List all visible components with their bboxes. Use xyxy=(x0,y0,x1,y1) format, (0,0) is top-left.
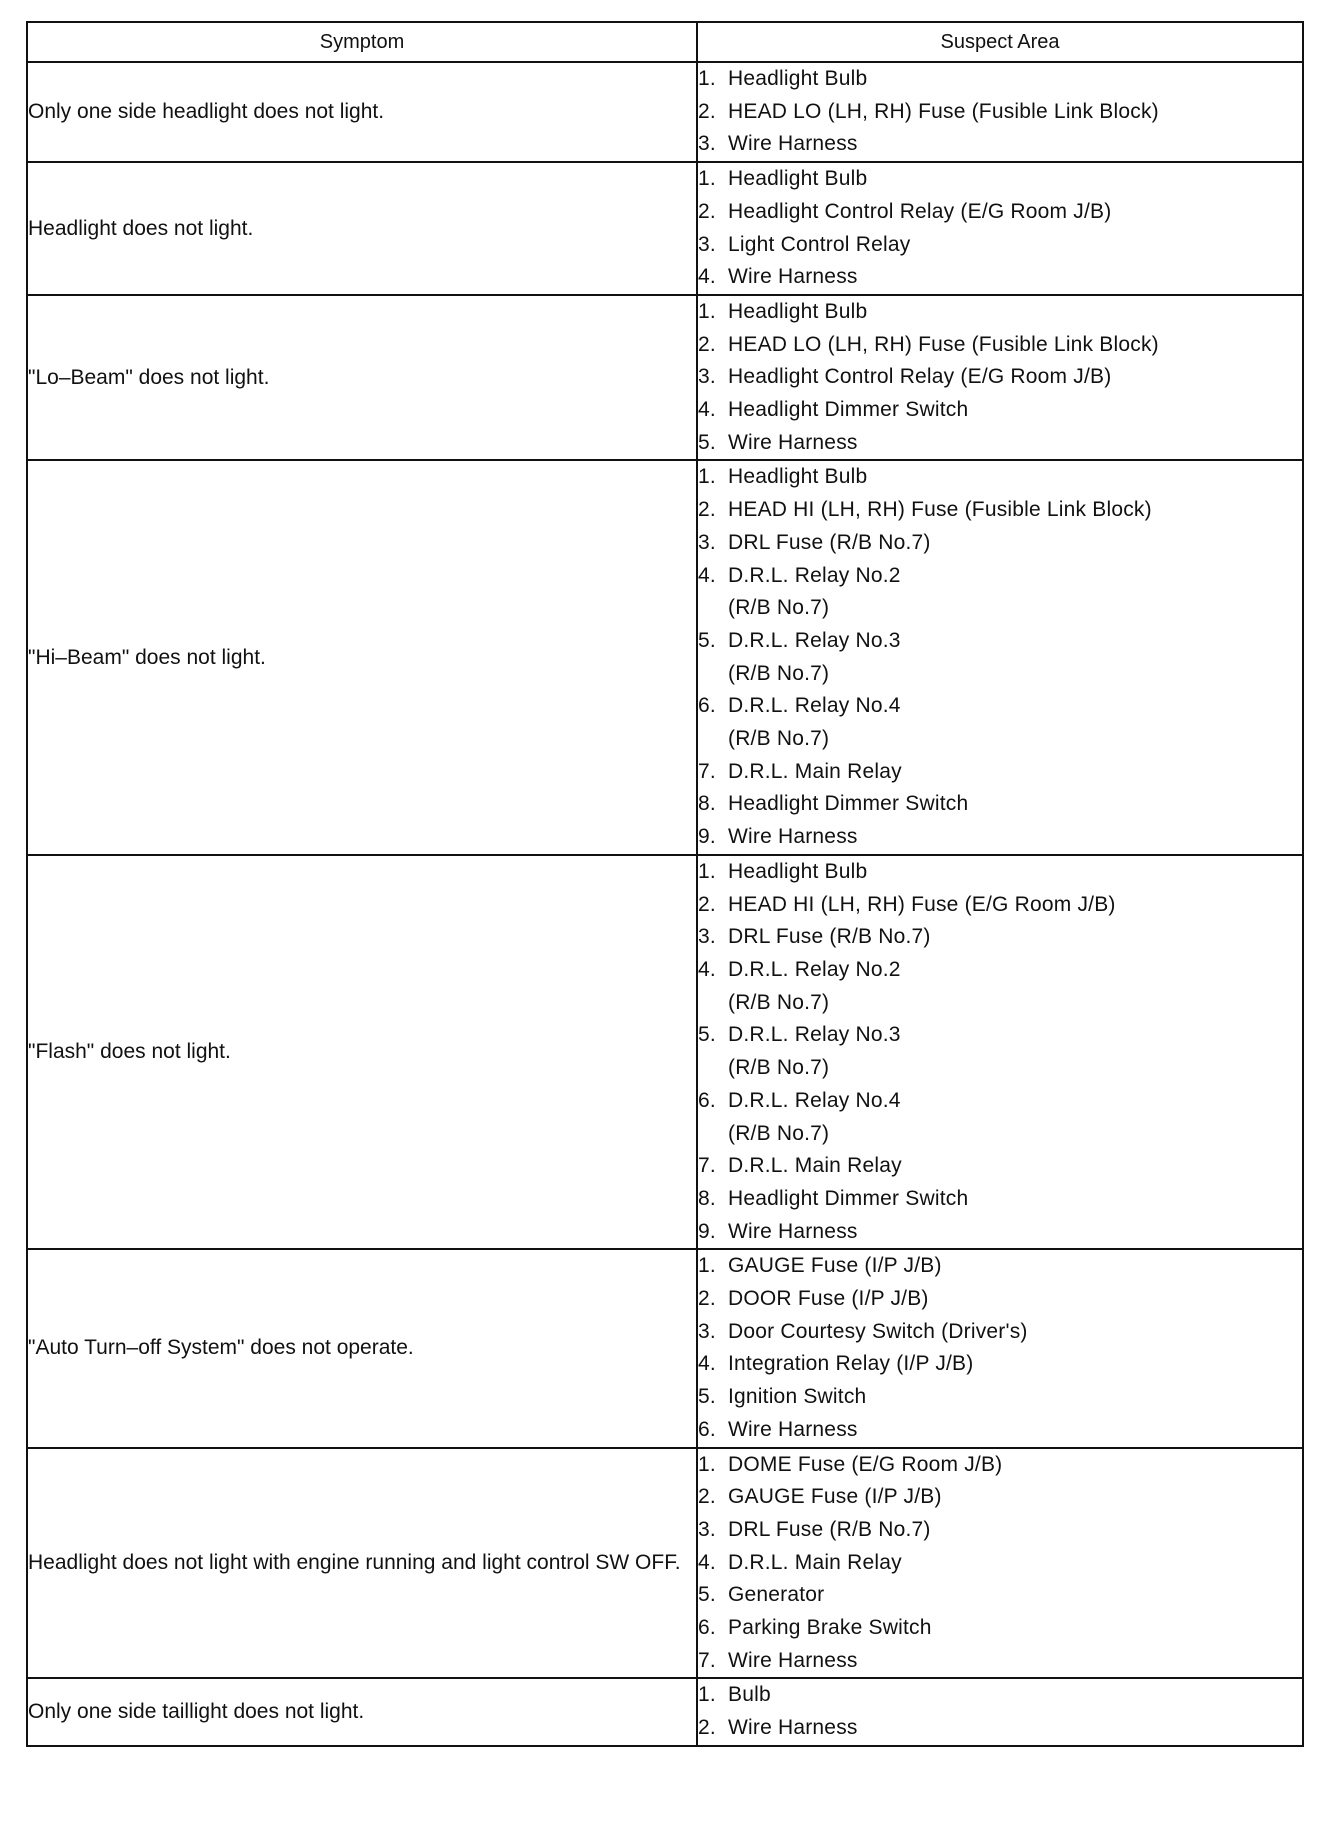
suspect-item-label: Headlight Bulb xyxy=(728,167,868,191)
suspect-item-number: 5. xyxy=(698,1023,716,1047)
suspect-item-label: Light Control Relay xyxy=(728,232,911,256)
suspect-list xyxy=(698,1449,1302,1678)
suspect-item-label: Door Courtesy Switch (Driver's) xyxy=(728,1319,1028,1343)
suspect-item-number: 1. xyxy=(698,67,716,90)
suspect-list-item xyxy=(698,560,1302,625)
suspect-item-text xyxy=(728,461,1302,494)
suspect-item-number: 1. xyxy=(698,859,716,883)
suspect-item-label: Wire Harness xyxy=(728,265,858,289)
symptom-cell: Only one side headlight does not light. xyxy=(27,62,697,162)
suspect-item-text xyxy=(728,1414,1302,1447)
suspect-item-text xyxy=(728,1712,1302,1745)
suspect-item-number: 3. xyxy=(698,1517,716,1541)
suspect-item-label: Headlight Dimmer Switch xyxy=(728,398,969,422)
suspect-item-number: 1. xyxy=(698,167,716,191)
suspect-list-item xyxy=(698,1150,1302,1183)
suspect-item-text xyxy=(728,921,1302,954)
suspect-item-number: 4. xyxy=(698,563,716,587)
suspect-item-text xyxy=(728,1085,1302,1150)
suspect-list-item xyxy=(698,1348,1302,1381)
suspect-item-number: 9. xyxy=(698,1219,716,1243)
suspect-item-number: 7. xyxy=(698,1648,716,1672)
suspect-item-number: 1. xyxy=(698,299,716,323)
suspect-item-text xyxy=(728,1612,1302,1645)
suspect-item-number: 2. xyxy=(698,892,716,916)
suspect-item-label: Headlight Bulb xyxy=(728,465,868,489)
suspect-item-text xyxy=(728,756,1302,789)
suspect-list-item xyxy=(698,1449,1302,1482)
suspect-list-item xyxy=(698,1514,1302,1547)
suspect-item-text xyxy=(728,1481,1302,1514)
suspect-list-item xyxy=(698,63,1302,96)
suspect-list-item xyxy=(698,1414,1302,1447)
suspect-item-text xyxy=(728,163,1302,196)
table-body xyxy=(27,62,1303,1746)
suspect-list-item xyxy=(698,229,1302,262)
suspect-list-item xyxy=(698,856,1302,889)
suspect-item-number: 6. xyxy=(698,694,716,718)
suspect-item-number: 3. xyxy=(698,530,716,554)
suspect-item-text xyxy=(728,1645,1302,1678)
suspect-item-location: (R/B No.7) xyxy=(728,1121,830,1145)
suspect-list-item xyxy=(698,954,1302,1019)
suspect-area-cell xyxy=(697,855,1303,1249)
suspect-item-label: HEAD LO (LH, RH) Fuse (Fusible Link Block) xyxy=(728,99,1159,123)
suspect-item-number: 2. xyxy=(698,99,716,123)
suspect-item-label: DRL Fuse (R/B No.7) xyxy=(728,530,931,554)
suspect-item-number: 1. xyxy=(698,1452,716,1476)
suspect-item-label: D.R.L. Relay No.3 xyxy=(728,1023,901,1047)
suspect-list-item xyxy=(698,1085,1302,1150)
suspect-item-text xyxy=(728,1316,1302,1349)
table-row xyxy=(27,1249,1303,1447)
suspect-item-number: 7. xyxy=(698,1154,716,1178)
suspect-item-label: Generator xyxy=(728,1583,825,1607)
suspect-item-number: 3. xyxy=(698,365,716,389)
troubleshooting-page xyxy=(26,21,1302,1747)
table-header-row xyxy=(27,22,1303,62)
suspect-list-item xyxy=(698,394,1302,427)
suspect-item-number: 5. xyxy=(698,1385,716,1409)
suspect-list-item xyxy=(698,821,1302,854)
suspect-list-item xyxy=(698,1019,1302,1084)
suspect-item-number: 9. xyxy=(698,825,716,849)
suspect-item-label: Wire Harness xyxy=(728,1716,858,1740)
suspect-item-number: 2. xyxy=(698,1287,716,1311)
suspect-item-label: Integration Relay (I/P J/B) xyxy=(728,1352,974,1376)
suspect-item-label: Headlight Bulb xyxy=(728,859,868,883)
suspect-item-label: Headlight Control Relay (E/G Room J/B) xyxy=(728,365,1112,389)
suspect-item-label: Headlight Dimmer Switch xyxy=(728,792,969,816)
suspect-item-label: D.R.L. Relay No.4 xyxy=(728,694,901,718)
suspect-area-cell xyxy=(697,162,1303,295)
table-row xyxy=(27,62,1303,162)
table-row xyxy=(27,162,1303,295)
suspect-item-number: 6. xyxy=(698,1088,716,1112)
suspect-list xyxy=(698,1679,1302,1744)
suspect-item-text xyxy=(728,1283,1302,1316)
suspect-list xyxy=(698,1250,1302,1446)
suspect-item-label: HEAD HI (LH, RH) Fuse (Fusible Link Block) xyxy=(728,498,1152,522)
suspect-list-item xyxy=(698,461,1302,494)
suspect-item-number: 6. xyxy=(698,1417,716,1441)
suspect-item-label: DOME Fuse (E/G Room J/B) xyxy=(728,1452,1003,1476)
suspect-list-item xyxy=(698,1316,1302,1349)
table-row xyxy=(27,460,1303,854)
suspect-list-item xyxy=(698,1547,1302,1580)
suspect-item-number: 1. xyxy=(698,1254,716,1278)
suspect-list-item xyxy=(698,756,1302,789)
suspect-item-text xyxy=(728,625,1302,690)
suspect-list-item xyxy=(698,361,1302,394)
suspect-item-label: Wire Harness xyxy=(728,132,858,156)
suspect-list-item xyxy=(698,329,1302,362)
suspect-area-cell xyxy=(697,1448,1303,1679)
suspect-item-text xyxy=(728,361,1302,394)
suspect-item-number: 4. xyxy=(698,957,716,981)
table-row xyxy=(27,1448,1303,1679)
suspect-item-number: 2. xyxy=(698,1716,716,1740)
suspect-item-number: 2. xyxy=(698,498,716,522)
suspect-list-item xyxy=(698,690,1302,755)
suspect-item-label: D.R.L. Main Relay xyxy=(728,1154,902,1178)
suspect-item-text xyxy=(728,196,1302,229)
suspect-item-number: 5. xyxy=(698,1583,716,1607)
suspect-list xyxy=(698,856,1302,1248)
suspect-item-number: 4. xyxy=(698,1550,716,1574)
symptom-cell: "Lo–Beam" does not light. xyxy=(27,295,697,461)
suspect-item-label: D.R.L. Relay No.2 xyxy=(728,957,901,981)
suspect-item-number: 2. xyxy=(698,199,716,223)
suspect-item-text xyxy=(728,1679,1302,1712)
suspect-item-label: Ignition Switch xyxy=(728,1385,867,1409)
suspect-item-number: 3. xyxy=(698,132,716,156)
suspect-list-item xyxy=(698,1579,1302,1612)
symptom-cell: "Hi–Beam" does not light. xyxy=(27,460,697,854)
suspect-list-item xyxy=(698,1612,1302,1645)
suspect-item-number: 3. xyxy=(698,1319,716,1343)
suspect-item-label: Headlight Bulb xyxy=(728,299,868,323)
suspect-item-text xyxy=(728,1449,1302,1482)
suspect-item-location: (R/B No.7) xyxy=(728,990,830,1014)
suspect-item-text xyxy=(728,1514,1302,1547)
suspect-item-text xyxy=(728,690,1302,755)
suspect-item-label: HEAD HI (LH, RH) Fuse (E/G Room J/B) xyxy=(728,892,1116,916)
suspect-item-text xyxy=(728,394,1302,427)
suspect-area-cell xyxy=(697,62,1303,162)
suspect-item-location: (R/B No.7) xyxy=(728,596,830,620)
suspect-area-column-header: Suspect Area xyxy=(697,22,1303,62)
suspect-item-text xyxy=(728,96,1302,129)
suspect-list xyxy=(698,63,1302,161)
suspect-list-item xyxy=(698,1250,1302,1283)
suspect-item-text xyxy=(728,1019,1302,1084)
suspect-list xyxy=(698,163,1302,294)
suspect-item-location: (R/B No.7) xyxy=(728,727,830,751)
table-row xyxy=(27,855,1303,1249)
suspect-item-label: D.R.L. Main Relay xyxy=(728,1550,902,1574)
suspect-list-item xyxy=(698,1481,1302,1514)
symptom-cell: "Auto Turn–off System" does not operate. xyxy=(27,1249,697,1447)
suspect-item-text xyxy=(728,261,1302,294)
suspect-list-item xyxy=(698,1381,1302,1414)
suspect-item-number: 1. xyxy=(698,1683,716,1707)
suspect-area-cell xyxy=(697,295,1303,461)
suspect-item-label: GAUGE Fuse (I/P J/B) xyxy=(728,1485,942,1509)
suspect-item-label: Headlight Bulb xyxy=(728,67,868,90)
suspect-list-item xyxy=(698,196,1302,229)
symptom-column-header: Symptom xyxy=(27,22,697,62)
suspect-list-item xyxy=(698,1216,1302,1249)
suspect-item-text xyxy=(728,229,1302,262)
suspect-item-number: 1. xyxy=(698,465,716,489)
suspect-list-item xyxy=(698,96,1302,129)
suspect-item-text xyxy=(728,1547,1302,1580)
suspect-item-label: D.R.L. Main Relay xyxy=(728,759,902,783)
suspect-list-item xyxy=(698,625,1302,690)
suspect-item-text xyxy=(728,1381,1302,1414)
suspect-item-text xyxy=(728,296,1302,329)
suspect-list-item xyxy=(698,921,1302,954)
suspect-item-number: 8. xyxy=(698,1186,716,1210)
suspect-area-cell xyxy=(697,1249,1303,1447)
suspect-item-text xyxy=(728,788,1302,821)
table-row xyxy=(27,1678,1303,1745)
suspect-item-number: 3. xyxy=(698,925,716,949)
suspect-item-text xyxy=(728,427,1302,460)
suspect-list-item xyxy=(698,427,1302,460)
suspect-item-number: 5. xyxy=(698,628,716,652)
suspect-list-item xyxy=(698,163,1302,196)
suspect-item-label: DOOR Fuse (I/P J/B) xyxy=(728,1287,929,1311)
suspect-item-label: D.R.L. Relay No.2 xyxy=(728,563,901,587)
suspect-item-text xyxy=(728,560,1302,625)
suspect-list-item xyxy=(698,494,1302,527)
suspect-item-label: Parking Brake Switch xyxy=(728,1616,932,1640)
suspect-item-text xyxy=(728,1579,1302,1612)
suspect-area-cell xyxy=(697,1678,1303,1745)
suspect-item-number: 3. xyxy=(698,232,716,256)
suspect-item-label: D.R.L. Relay No.4 xyxy=(728,1088,901,1112)
suspect-item-number: 5. xyxy=(698,430,716,454)
suspect-item-label: DRL Fuse (R/B No.7) xyxy=(728,1517,931,1541)
suspect-item-location: (R/B No.7) xyxy=(728,661,830,685)
suspect-item-text xyxy=(728,329,1302,362)
suspect-item-label: Bulb xyxy=(728,1683,771,1707)
symptom-cell: Only one side taillight does not light. xyxy=(27,1678,697,1745)
table-row xyxy=(27,295,1303,461)
suspect-list-item xyxy=(698,1183,1302,1216)
suspect-item-label: DRL Fuse (R/B No.7) xyxy=(728,925,931,949)
suspect-item-text xyxy=(728,856,1302,889)
suspect-item-label: Wire Harness xyxy=(728,430,858,454)
suspect-item-text xyxy=(728,1250,1302,1283)
suspect-item-label: Wire Harness xyxy=(728,1417,858,1441)
suspect-item-text xyxy=(728,1183,1302,1216)
suspect-item-label: Wire Harness xyxy=(728,1648,858,1672)
suspect-list-item xyxy=(698,527,1302,560)
suspect-item-label: GAUGE Fuse (I/P J/B) xyxy=(728,1254,942,1278)
suspect-list-item xyxy=(698,1679,1302,1712)
suspect-item-number: 4. xyxy=(698,265,716,289)
suspect-item-label: Wire Harness xyxy=(728,825,858,849)
suspect-item-label: D.R.L. Relay No.3 xyxy=(728,628,901,652)
suspect-area-cell xyxy=(697,460,1303,854)
suspect-list-item xyxy=(698,261,1302,294)
suspect-item-text xyxy=(728,954,1302,1019)
suspect-item-label: Wire Harness xyxy=(728,1219,858,1243)
suspect-item-number: 2. xyxy=(698,1485,716,1509)
symptom-cell: "Flash" does not light. xyxy=(27,855,697,1249)
suspect-list xyxy=(698,296,1302,460)
suspect-item-number: 4. xyxy=(698,1352,716,1376)
suspect-list-item xyxy=(698,296,1302,329)
suspect-item-label: Headlight Dimmer Switch xyxy=(728,1186,969,1210)
suspect-item-location: (R/B No.7) xyxy=(728,1056,830,1080)
suspect-item-text xyxy=(728,494,1302,527)
suspect-list-item xyxy=(698,1712,1302,1745)
suspect-item-number: 4. xyxy=(698,398,716,422)
suspect-item-number: 6. xyxy=(698,1616,716,1640)
suspect-item-text xyxy=(728,527,1302,560)
suspect-list-item xyxy=(698,128,1302,161)
suspect-list-item xyxy=(698,1645,1302,1678)
symptom-cell: Headlight does not light with engine running and light control SW OFF. xyxy=(27,1448,697,1679)
suspect-item-number: 8. xyxy=(698,792,716,816)
suspect-item-text xyxy=(728,821,1302,854)
suspect-item-text xyxy=(728,128,1302,161)
problem-symptoms-table xyxy=(26,21,1304,1747)
suspect-item-text xyxy=(728,1216,1302,1249)
suspect-item-text xyxy=(728,889,1302,922)
suspect-list-item xyxy=(698,788,1302,821)
suspect-item-number: 7. xyxy=(698,759,716,783)
suspect-list-item xyxy=(698,1283,1302,1316)
suspect-item-text xyxy=(728,1348,1302,1381)
suspect-item-label: HEAD LO (LH, RH) Fuse (Fusible Link Block) xyxy=(728,332,1159,356)
symptom-cell: Headlight does not light. xyxy=(27,162,697,295)
suspect-list xyxy=(698,461,1302,853)
suspect-item-text xyxy=(728,1150,1302,1183)
suspect-list-item xyxy=(698,889,1302,922)
suspect-item-text xyxy=(728,63,1302,96)
suspect-item-label: Headlight Control Relay (E/G Room J/B) xyxy=(728,199,1112,223)
suspect-item-number: 2. xyxy=(698,332,716,356)
